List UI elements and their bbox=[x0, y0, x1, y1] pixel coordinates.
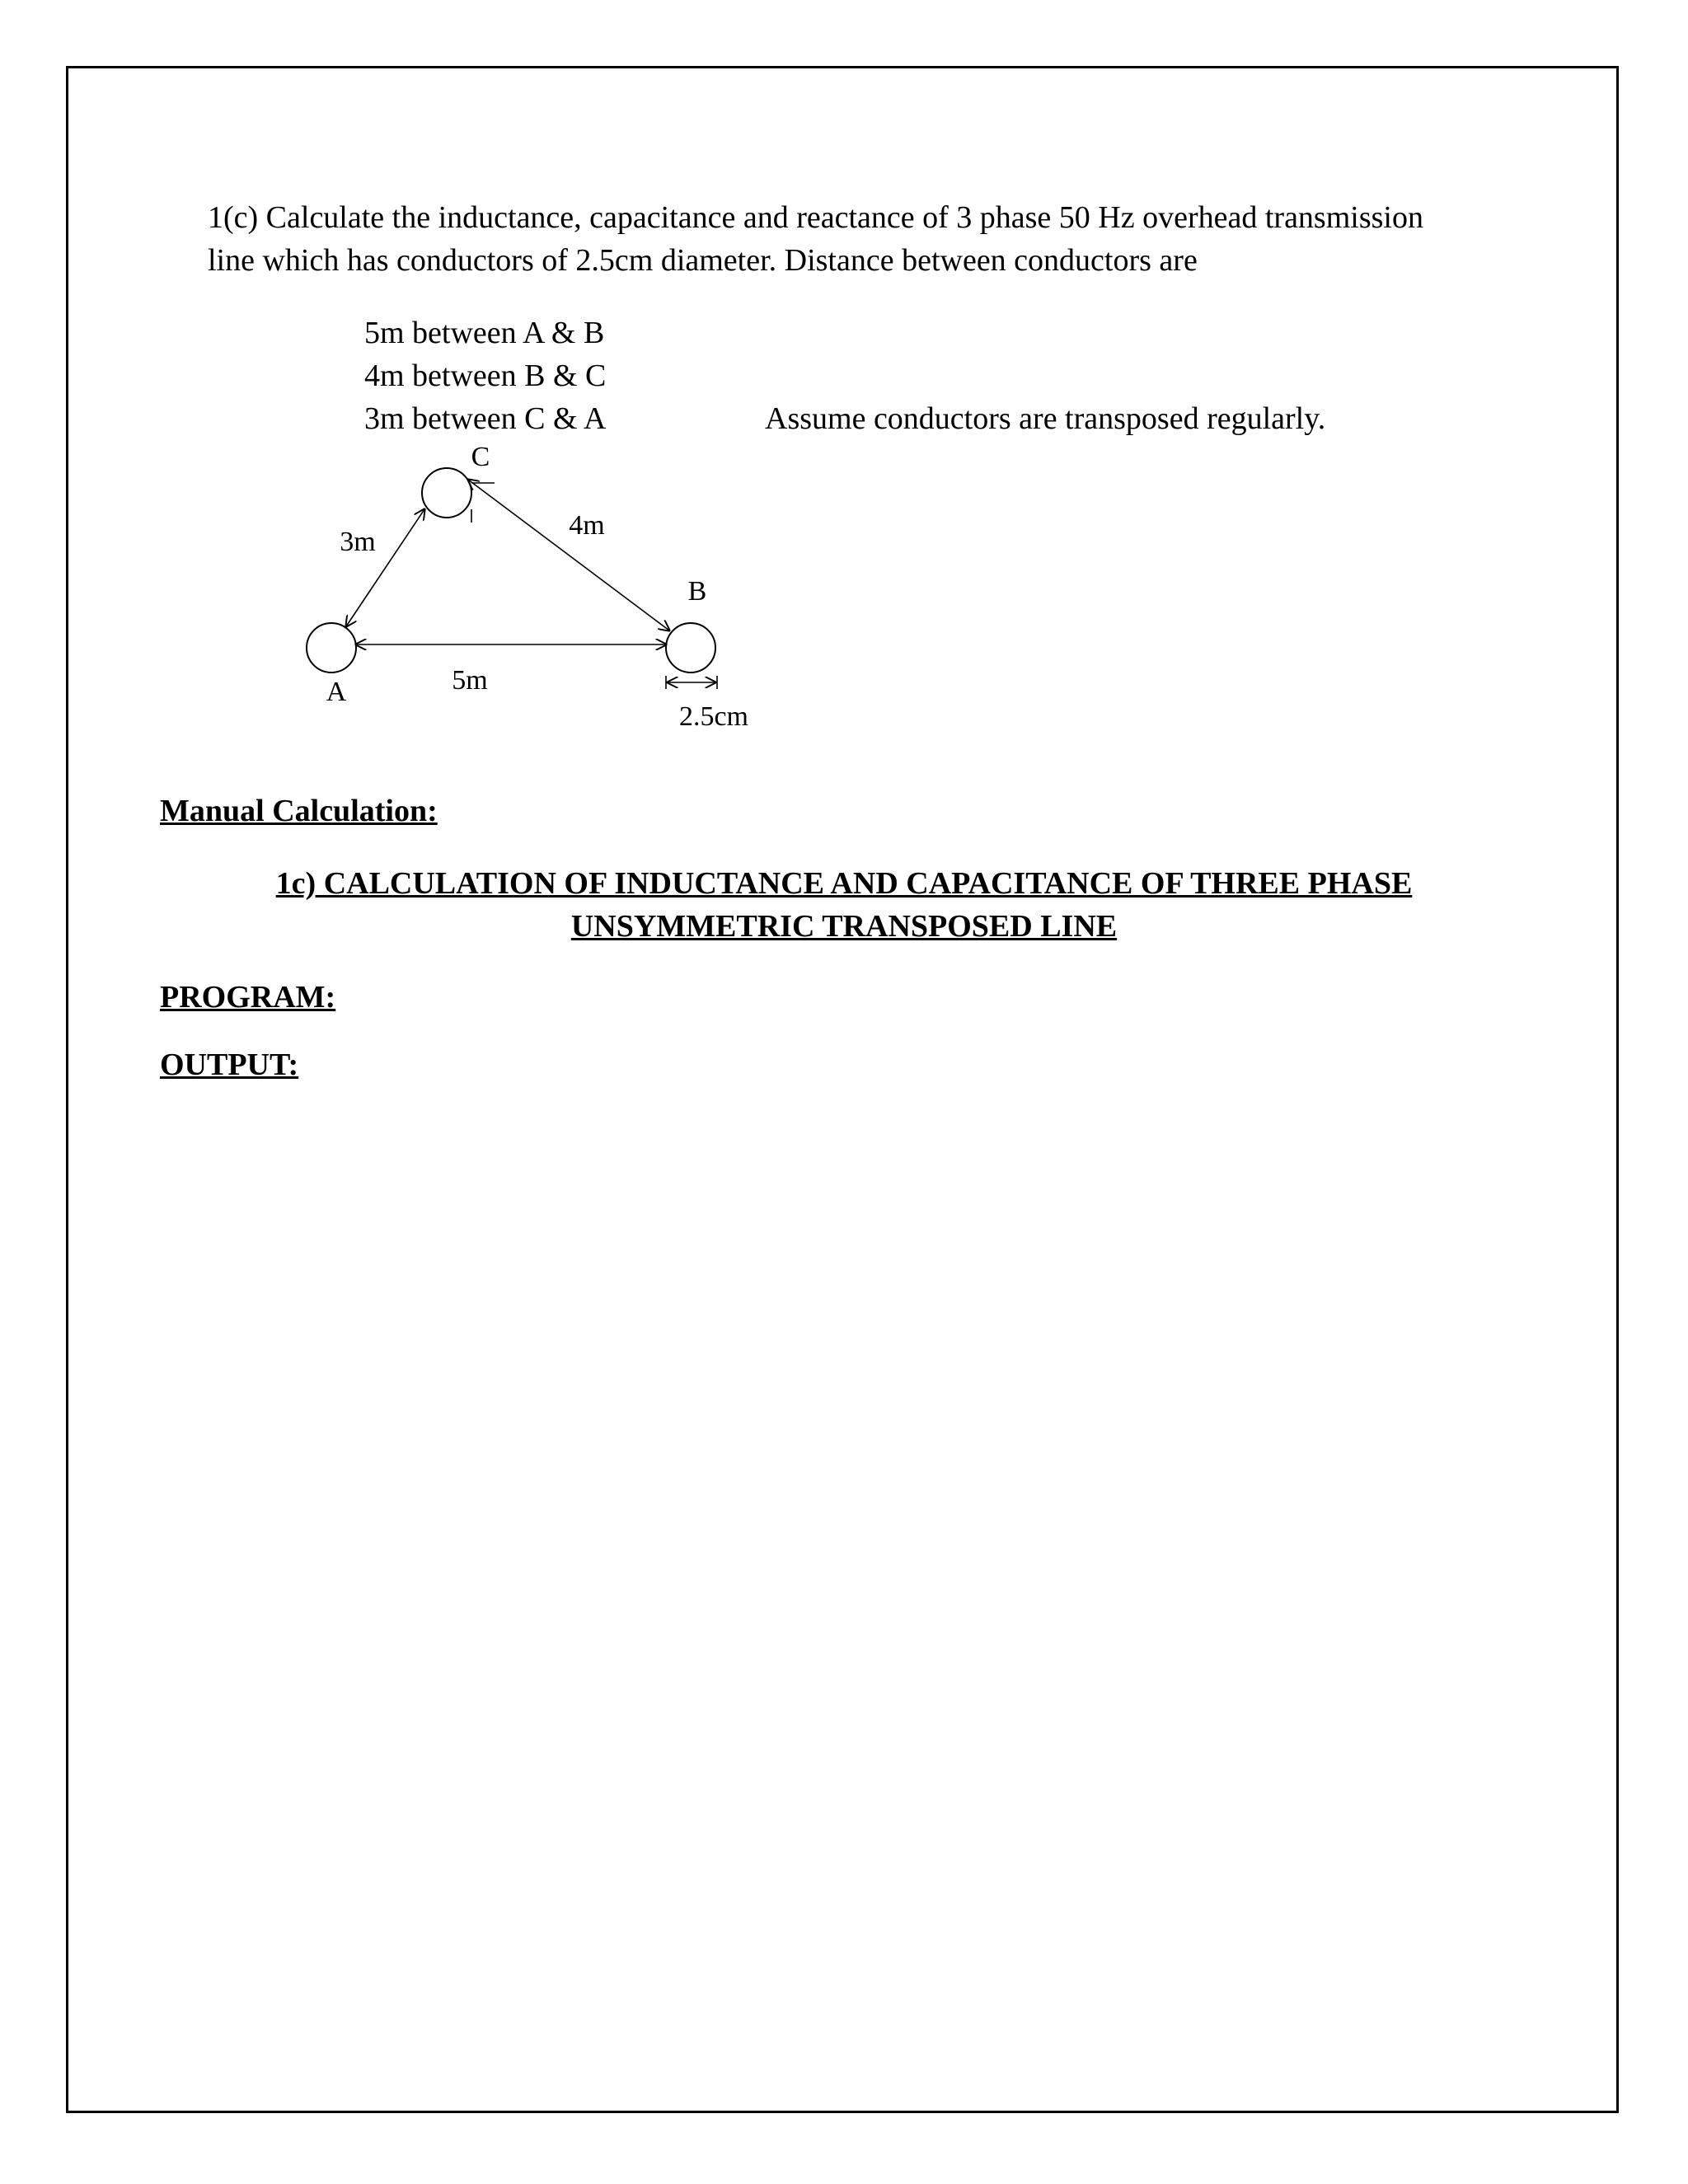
label-node-a: A bbox=[326, 677, 347, 707]
label-distance-ca: 3m bbox=[340, 527, 376, 557]
output-heading: OUTPUT: bbox=[160, 1047, 299, 1082]
conductor-a bbox=[307, 623, 356, 673]
question-line-1: 1(c) Calculate the inductance, capacitance and reactance of 3 phase 50 Hz overhead transmission bbox=[208, 200, 1423, 235]
line-cb bbox=[468, 480, 669, 630]
assumption-text: Assume conductors are transposed regularly. bbox=[765, 401, 1326, 436]
distance-ca: 3m between C & A bbox=[364, 401, 607, 436]
label-distance-ab: 5m bbox=[452, 665, 488, 696]
distance-bc: 4m between B & C bbox=[364, 359, 607, 393]
distance-ab: 5m between A & B bbox=[364, 316, 605, 350]
program-heading: PROGRAM: bbox=[160, 980, 336, 1015]
label-node-b: B bbox=[687, 576, 707, 607]
label-diameter: 2.5cm bbox=[678, 701, 749, 732]
question-line-2: line which has conductors of 2.5cm diameter. Distance between conductors are bbox=[208, 243, 1198, 278]
conductor-diagram bbox=[280, 437, 775, 750]
section-title-line-2: UNSYMMETRIC TRANSPOSED LINE bbox=[570, 909, 1118, 944]
manual-calculation-heading: Manual Calculation: bbox=[160, 794, 438, 828]
label-node-c: C bbox=[471, 442, 490, 472]
conductor-b bbox=[666, 623, 715, 673]
section-title-line-1: 1c) CALCULATION OF INDUCTANCE AND CAPACITANCE OF THREE PHASE bbox=[275, 866, 1413, 901]
conductor-c bbox=[422, 468, 471, 518]
label-distance-cb: 4m bbox=[569, 510, 605, 541]
page-border bbox=[66, 66, 1619, 2113]
